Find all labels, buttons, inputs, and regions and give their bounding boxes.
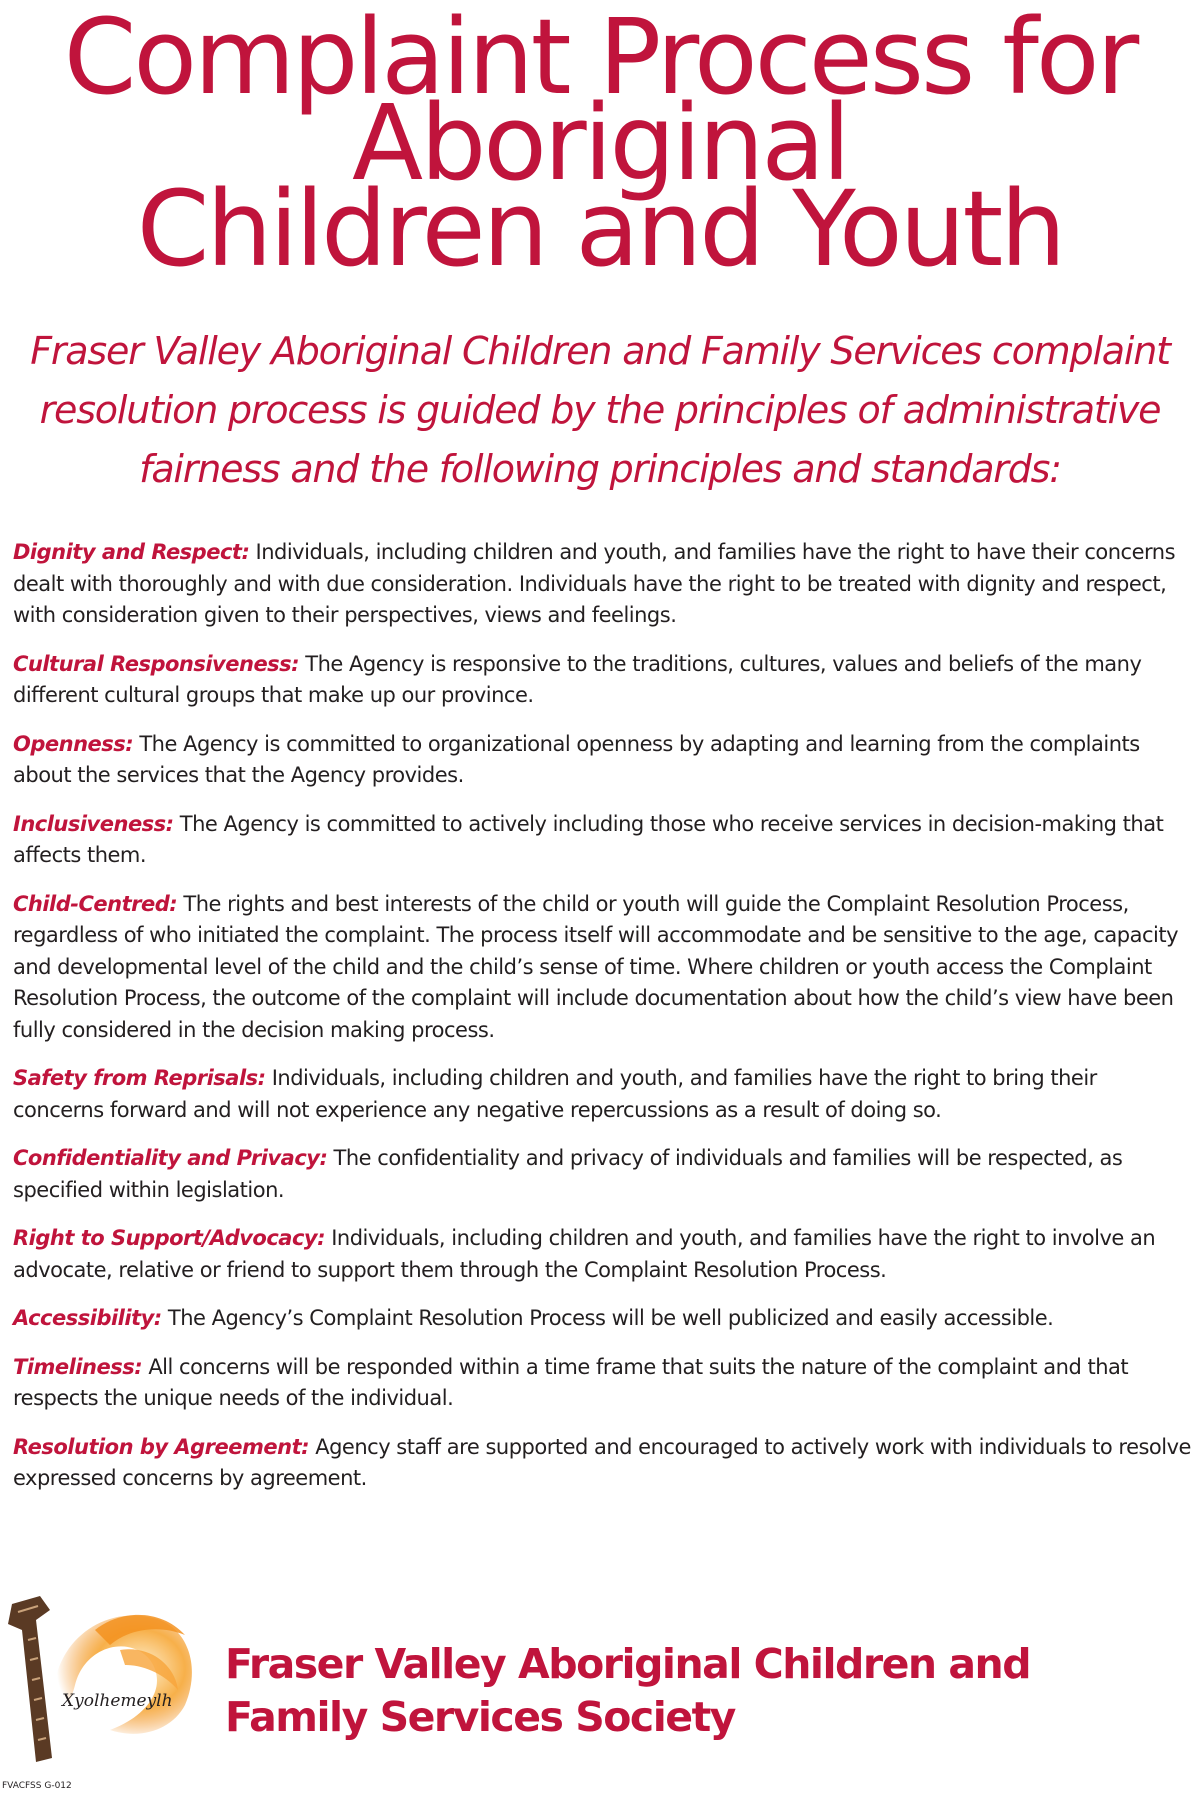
org-name-line-2: Family Services Society: [225, 1693, 735, 1741]
subtitle-line-3: fairness and the following principles and standards:: [139, 447, 1061, 491]
principle-term: Openness:: [13, 731, 134, 756]
principle-dignity-and-respect: [13, 537, 1191, 632]
principle-confidentiality-and-privacy: [13, 1143, 1191, 1206]
principle-text: The Agency’s Complaint Resolution Process will be well publicized and easily accessible.: [161, 1306, 1054, 1330]
principle-text: Individuals, including children and youth, and families have the right to bring their concerns forward and will not experience any negative repercussions as a result of doing so.: [13, 1066, 1097, 1122]
title-line-3: Children and Youth: [136, 168, 1064, 290]
logo-wordmark: Xyolhemeylh: [62, 1691, 173, 1711]
title-line-2: Aboriginal: [352, 82, 848, 204]
principle-term: Dignity and Respect:: [13, 540, 250, 564]
principle-term: Child-Centred:: [13, 891, 178, 916]
principle-term: Cultural Responsiveness:: [13, 651, 300, 676]
organization-name: [225, 1638, 1030, 1744]
principle-term: Safety from Reprisals:: [13, 1066, 266, 1090]
logo-carved-staff: [8, 1596, 52, 1762]
principle-openness: [13, 729, 1191, 792]
principle-term: Accessibility:: [13, 1306, 162, 1330]
subtitle: [0, 322, 1200, 499]
principle-term: Resolution by Agreement:: [13, 1434, 310, 1459]
principle-text: The Agency is committed to actively including those who receive services in decision-making that affects them.: [13, 811, 1164, 867]
document-code: FVACFSS G-012: [2, 1781, 72, 1791]
principle-text: Individuals, including children and youth, and families have the right to involve an advocate, relative or friend to support them through the Complaint Resolution Process.: [13, 1226, 1156, 1282]
principle-text: The confidentiality and privacy of individuals and families will be respected, as specified within legislation.: [13, 1146, 1123, 1202]
principle-resolution-by-agreement: [13, 1432, 1191, 1495]
principle-term: Confidentiality and Privacy:: [13, 1146, 328, 1170]
principle-term: Timeliness:: [13, 1354, 143, 1379]
principle-text: The Agency is committed to organizational openness by adapting and learning from the complaints about the services that the Agency provides.: [13, 731, 1140, 787]
principle-text: All concerns will be responded within a time frame that suits the nature of the complaint and that respects the unique needs of the individual.: [13, 1354, 1129, 1410]
principle-text: Individuals, including children and youth, and families have the right to have their concerns dealt with thoroughly and with due consideration. Individuals have the right to be treated with dignity and respect, with consideration given to their perspectives, views and feelings.: [13, 540, 1176, 627]
principle-term: Inclusiveness:: [13, 811, 174, 836]
principle-inclusiveness: [13, 809, 1191, 872]
title-line-1: Complaint Process for: [63, 0, 1137, 118]
org-name-line-1: Fraser Valley Aboriginal Children and: [225, 1640, 1031, 1688]
principle-right-to-support-advocacy: [13, 1223, 1191, 1286]
principle-cultural-responsiveness: [13, 649, 1191, 712]
subtitle-line-2: resolution process is guided by the principles of administrative: [39, 388, 1161, 432]
principle-term: Right to Support/Advocacy:: [13, 1226, 326, 1250]
page-title: [0, 0, 1200, 290]
xyolhemeylh-logo-icon: [0, 1590, 210, 1770]
principle-timeliness: [13, 1352, 1191, 1415]
principle-accessibility: [13, 1303, 1191, 1335]
footer: [0, 1590, 1200, 1797]
principles-list: [13, 537, 1191, 1512]
principle-text: Agency staff are supported and encouraged to actively work with individuals to resolve expressed concerns by agreement.: [13, 1434, 1191, 1490]
principle-text: The Agency is responsive to the traditions, cultures, values and beliefs of the many different cultural groups that make up our province.: [13, 651, 1142, 707]
principle-text: The rights and best interests of the child or youth will guide the Complaint Resolution Process, regardless of who initiated the complaint. The process itself will accommodate and be sensitive to the age, capacity and developmental level of the child and the child’s sense of time. Where children or youth access the Complaint Resolution Process, the outcome of the complaint will include documentation about how the child’s view have been fully considered in the decision making process.: [13, 891, 1179, 1042]
subtitle-line-1: Fraser Valley Aboriginal Children and Family Services complaint: [30, 329, 1170, 373]
principle-safety-from-reprisals: [13, 1063, 1191, 1126]
principle-child-centred: [13, 889, 1191, 1047]
